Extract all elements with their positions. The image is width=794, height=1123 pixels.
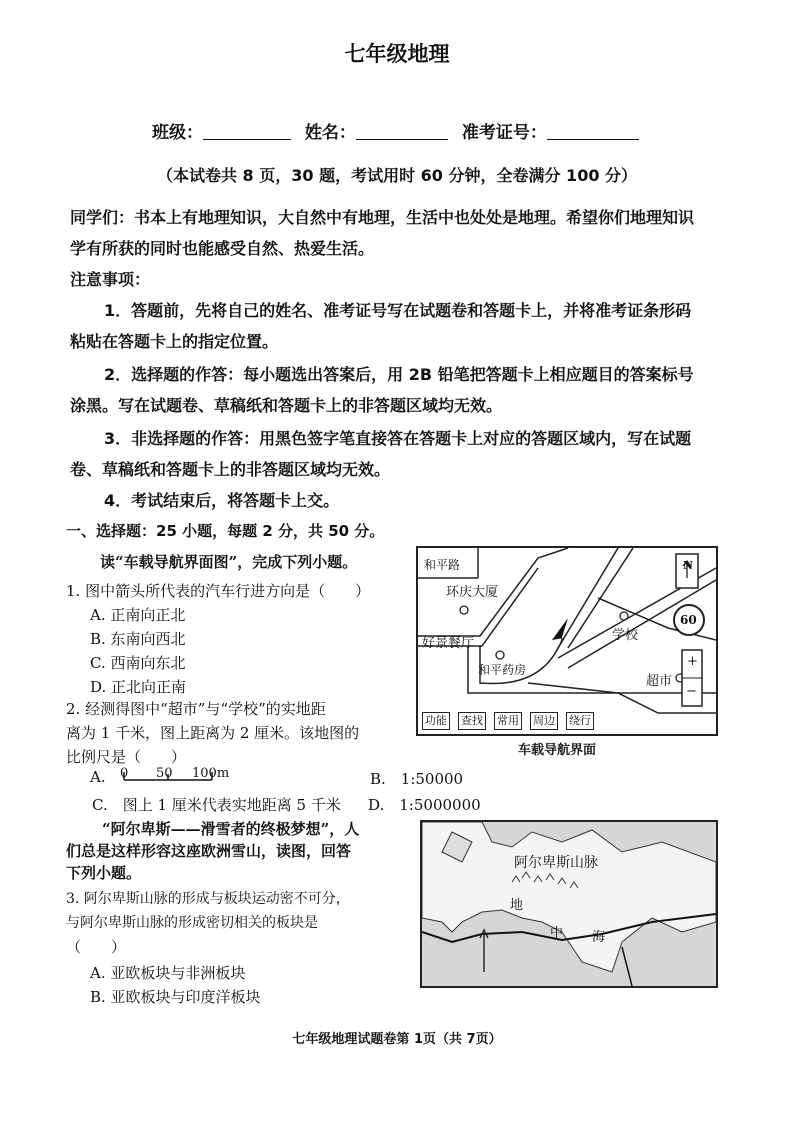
q3-stem-line-1: 3. 阿尔卑斯山脉的形成与板块运动密不可分， <box>66 891 350 907</box>
q3-stem-line-3: （ ） <box>66 938 127 956</box>
read-instruction-1: 读“车载导航界面图”，完成下列小题。 <box>100 553 358 571</box>
q1-option-c[interactable]: C. 西南向东北 <box>90 654 186 672</box>
nav-button-search[interactable]: 查找 <box>458 712 486 730</box>
med-label-3: 海 <box>592 930 606 945</box>
q1-option-b[interactable]: B. 东南向西北 <box>90 630 186 648</box>
page-title: 七年级地理 <box>344 42 450 66</box>
nav-place-school: 学校 <box>612 628 639 643</box>
q3-stem-line-2: 与阿尔卑斯山脉的形成密切相关的板块是 <box>66 915 318 931</box>
zoom-out-button[interactable]: − <box>686 684 697 699</box>
notice-2-line-2: 涂黑。写在试题卷、草稿纸和答题卡上的非答题区域均无效。 <box>70 396 503 415</box>
section-heading: 一、选择题：25 小题，每题 2 分，共 50 分。 <box>66 522 385 540</box>
notice-4: 4．考试结束后，将答题卡上交。 <box>104 491 340 510</box>
intro-line-2: 学有所获的同时也能感受自然、热爱生活。 <box>70 239 375 258</box>
nav-button-detour[interactable]: 绕行 <box>566 712 594 730</box>
q2-option-c[interactable]: C. 图上 1 厘米代表实地距离 5 千米 <box>92 796 341 814</box>
name-field[interactable] <box>356 139 448 140</box>
q1-stem: 1. 图中箭头所代表的汽车行进方向是（ ） <box>66 582 371 600</box>
q2-stem-line-1: 2. 经测得图中“超市”与“学校”的实地距 <box>66 700 326 718</box>
q2-option-b[interactable]: B. 1:50000 <box>370 770 464 788</box>
q2-option-a[interactable]: A. <box>90 768 106 786</box>
notice-3-line-2: 卷、草稿纸和答题卡上的非答题区域均无效。 <box>70 460 391 479</box>
nav-place-huanqing: 环庆大厦 <box>446 585 499 600</box>
read-instruction-2-line-3: 下列小题。 <box>66 864 142 882</box>
q3-option-b[interactable]: B. 亚欧板块与印度洋板块 <box>90 988 261 1006</box>
notice-title: 注意事项： <box>70 270 151 289</box>
q2-option-d[interactable]: D. 1:5000000 <box>368 796 481 814</box>
zoom-in-button[interactable]: + <box>687 654 698 669</box>
read-instruction-2-line-1: “阿尔卑斯——滑雪者的终极梦想”，人 <box>102 820 360 838</box>
scale-label-50: 50 <box>156 766 173 781</box>
q1-option-d[interactable]: D. 正北向正南 <box>90 678 187 696</box>
med-label-2: 中 <box>550 926 564 941</box>
nav-place-supermarket: 超市 <box>646 674 673 689</box>
nav-button-function[interactable]: 功能 <box>422 712 450 730</box>
q2-stem-line-2: 离为 1 千米，图上距离为 2 厘米。该地图的 <box>66 724 360 742</box>
q3-option-a[interactable]: A. 亚欧板块与非洲板块 <box>90 964 246 982</box>
alps-map-landmass <box>422 822 716 986</box>
read-instruction-2-line-2: 们总是这样形容这座欧洲雪山，读图，回答 <box>66 842 352 860</box>
line-scale-bar <box>120 766 230 788</box>
speed-limit-sign: 60 <box>680 613 697 627</box>
notice-2-line-1: 2．选择题的作答：每小题选出答案后，用 2B 铅笔把答题卡上相应题目的答案标号 <box>104 365 694 384</box>
nav-map-caption: 车载导航界面 <box>518 743 597 758</box>
exam-note: （本试卷共 8 页，30 题，考试用时 60 分钟，全卷满分 100 分） <box>156 166 638 185</box>
scale-label-100m: 100m <box>192 766 230 781</box>
car-navigation-map <box>416 546 718 736</box>
nav-button-common[interactable]: 常用 <box>494 712 522 730</box>
q2-stem-line-3: 比例尺是（ ） <box>66 748 187 766</box>
scale-label-0: 0 <box>120 766 129 781</box>
intro-line-1: 同学们：书本上有地理知识，大自然中有地理，生活中也处处是地理。希望你们地理知识 <box>70 208 695 227</box>
notice-1-line-2: 粘贴在答题卡上的指定位置。 <box>70 332 279 351</box>
alps-label: 阿尔卑斯山脉 <box>514 855 598 871</box>
class-field[interactable] <box>203 139 291 140</box>
nav-button-nearby[interactable]: 周边 <box>530 712 558 730</box>
notice-3-line-1: 3．非选择题的作答：用黑色签字笔直接答在答题卡上对应的答题区域内，写在试题 <box>104 429 692 448</box>
exam-id-field[interactable] <box>547 139 639 140</box>
class-label: 班级： <box>152 123 203 143</box>
nav-place-pharmacy: 和平药房 <box>478 663 527 677</box>
alps-map <box>420 820 718 988</box>
exam-id-label: 准考证号： <box>461 123 547 143</box>
med-label-1: 地 <box>510 898 524 913</box>
q1-option-a[interactable]: A. 正南向正北 <box>90 606 186 624</box>
nav-place-restaurant: 好景餐厅 <box>422 636 475 651</box>
name-label: 姓名： <box>304 123 356 143</box>
notice-1-line-1: 1．答题前，先将自己的姓名、准考证号写在试题卷和答题卡上，并将准考证条形码 <box>104 301 692 320</box>
student-info-line <box>152 118 639 143</box>
nav-road-label: 和平路 <box>424 558 461 572</box>
north-icon: N <box>683 559 694 572</box>
page-footer: 七年级地理试题卷第 1页（共 7页） <box>292 1032 502 1047</box>
